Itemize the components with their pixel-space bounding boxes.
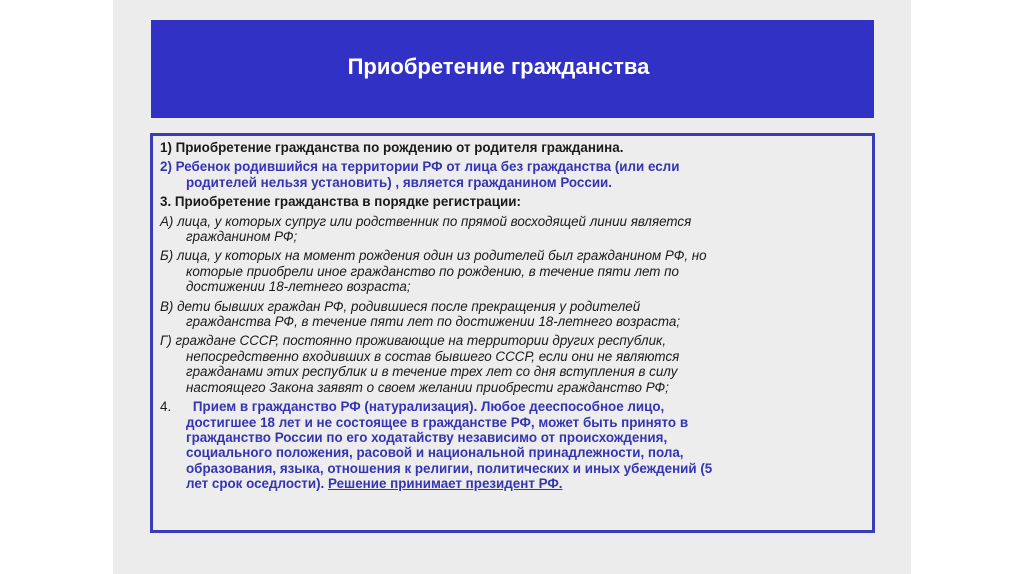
content-box [150,133,875,533]
item-4-line: лет срок оседлости). [186,476,325,492]
slide-title: Приобретение гражданства [347,54,650,79]
title-banner [151,20,874,118]
item-4-number: 4. [160,399,172,415]
item-2 [160,159,872,190]
item-1-line: 1) Приобретение гражданства по рождению от родителя гражданина. [160,140,624,155]
item-3d-line: гражданами этих республик и в течение трех лет со дня вступления в силу [186,364,678,380]
item-3a-line: гражданином РФ; [186,229,298,245]
item-3c [160,299,872,330]
item-3d-line: настоящего Закона заявят о своем желании приобрести гражданство РФ; [186,379,669,395]
item-2-line: родителей нельзя установить) , является гражданином России. [186,174,613,190]
item-3a-line: А) лица, у которых супруг или родственник по прямой восходящей линии является [160,213,692,229]
item-3b-line: Б) лица, у которых на момент рождения один из родителей был гражданином РФ, но [160,248,707,264]
item-3d-line: непосредственно входивших в состав бывшего СССР, если они не являются [186,348,680,364]
item-3a [160,214,872,245]
decision-note: Решение принимает президент РФ. [328,476,563,492]
item-4-line: социального положения, расовой и национальной принадлежности, пола, [186,445,684,461]
item-3d [160,333,872,395]
item-4 [160,399,872,491]
item-3 [160,194,872,209]
item-3c-line: гражданства РФ, в течение пяти лет по достижении 18-летнего возраста; [186,314,681,330]
item-3b-line: которые приобрели иное гражданство по рождению, в течение пяти лет по [186,263,680,279]
item-1 [160,140,872,155]
item-3d-line: Г) граждане СССР, постоянно проживающие на территории других республик, [160,333,667,349]
item-4-line: достигшее 18 лет и не состоящее в гражданстве РФ, может быть принято в [186,414,689,430]
item-3c-line: В) дети бывших граждан РФ, родившиеся после прекращения у родителей [160,298,641,314]
item-4-line: гражданство России по его ходатайству независимо от происхождения, [186,429,668,445]
item-4-line: Прием в гражданство РФ (натурализация). Любое дееспособное лицо, [192,399,665,415]
item-3b [160,248,872,294]
item-3b-line: достижении 18-летнего возраста; [186,279,411,295]
item-4-line: образования, языка, отношения к религии, политических и иных убеждений (5 [186,460,713,476]
item-3-line: 3. Приобретение гражданства в порядке регистрации: [160,194,521,210]
item-2-line: 2) Ребенок родившийся на территории РФ от лица без гражданства (или если [160,159,680,175]
